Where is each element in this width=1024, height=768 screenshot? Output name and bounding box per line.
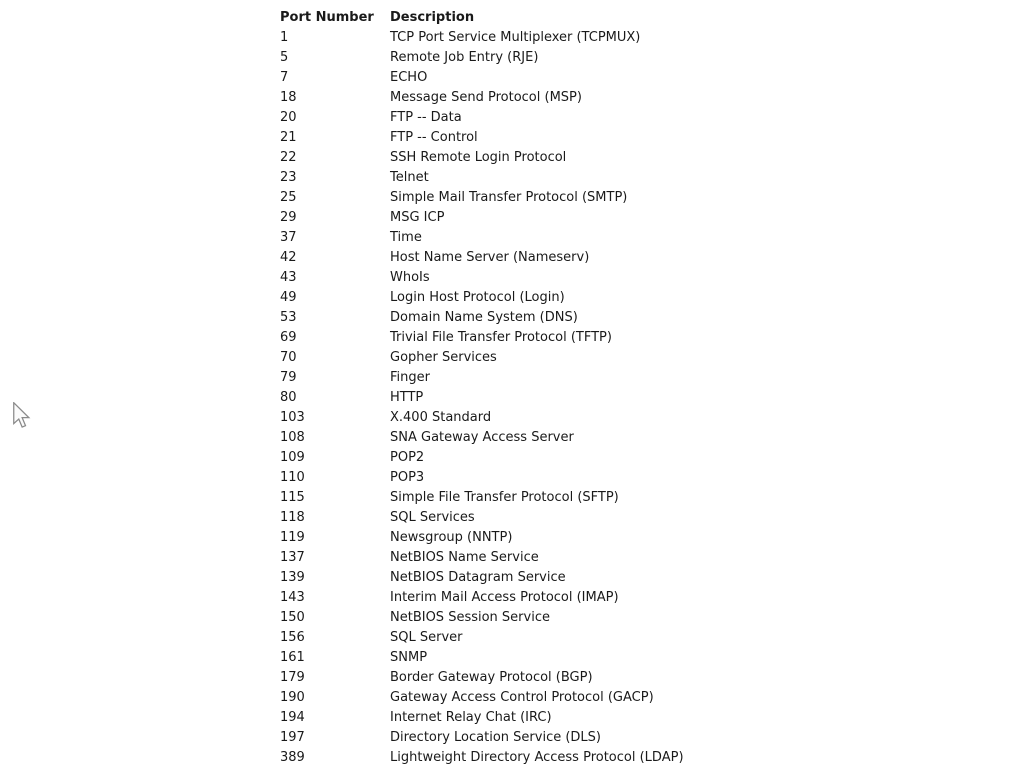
table-row (280, 748, 684, 768)
description-cell: POP2 (390, 450, 425, 465)
port-number-cell: 22 (280, 150, 297, 165)
table-row (280, 408, 684, 428)
port-number-cell: 7 (280, 70, 289, 85)
description-cell: Login Host Protocol (Login) (390, 290, 565, 305)
table-row (280, 188, 684, 208)
description-cell: Gopher Services (390, 350, 497, 365)
port-number-cell: 53 (280, 310, 297, 325)
port-number-cell: 80 (280, 390, 297, 405)
table-row (280, 508, 684, 528)
table-row (280, 48, 684, 68)
table-row (280, 548, 684, 568)
description-cell: Gateway Access Control Protocol (GACP) (390, 690, 654, 705)
table-row (280, 288, 684, 308)
table-row (280, 688, 684, 708)
port-number-cell: 23 (280, 170, 297, 185)
description-cell: Simple File Transfer Protocol (SFTP) (390, 490, 619, 505)
description-cell: Interim Mail Access Protocol (IMAP) (390, 590, 619, 605)
port-number-cell: 197 (280, 730, 305, 745)
description-cell: Directory Location Service (DLS) (390, 730, 601, 745)
description-cell: SSH Remote Login Protocol (390, 150, 567, 165)
table-row (280, 248, 684, 268)
port-number-cell: 42 (280, 250, 297, 265)
description-cell: Internet Relay Chat (IRC) (390, 710, 552, 725)
description-cell: SNMP (390, 650, 428, 665)
port-number-cell: 150 (280, 610, 305, 625)
description-cell: Simple Mail Transfer Protocol (SMTP) (390, 190, 628, 205)
description-cell: NetBIOS Datagram Service (390, 570, 566, 585)
description-cell: SQL Services (390, 510, 475, 525)
description-cell: Newsgroup (NNTP) (390, 530, 513, 545)
port-table-container (280, 8, 684, 768)
table-row (280, 148, 684, 168)
port-number-cell: 118 (280, 510, 305, 525)
description-header: Description (390, 10, 475, 25)
table-row (280, 668, 684, 688)
table-row (280, 448, 684, 468)
table-row (280, 388, 684, 408)
port-number-cell: 119 (280, 530, 305, 545)
description-cell: Remote Job Entry (RJE) (390, 50, 539, 65)
table-row (280, 608, 684, 628)
port-number-cell: 190 (280, 690, 305, 705)
table-header-row (280, 8, 684, 28)
port-number-cell: 143 (280, 590, 305, 605)
mouse-cursor-icon (13, 402, 32, 430)
table-row (280, 368, 684, 388)
table-row (280, 168, 684, 188)
port-number-cell: 161 (280, 650, 305, 665)
table-row (280, 88, 684, 108)
table-row (280, 308, 684, 328)
table-row (280, 728, 684, 748)
description-cell: FTP -- Control (390, 130, 478, 145)
table-row (280, 488, 684, 508)
table-row (280, 468, 684, 488)
description-cell: HTTP (390, 390, 424, 405)
port-number-header: Port Number (280, 10, 374, 25)
description-cell: TCP Port Service Multiplexer (TCPMUX) (390, 30, 641, 45)
description-cell: POP3 (390, 470, 425, 485)
port-number-cell: 49 (280, 290, 297, 305)
port-number-cell: 79 (280, 370, 297, 385)
description-cell: SQL Server (390, 630, 463, 645)
port-number-cell: 18 (280, 90, 297, 105)
port-number-cell: 37 (280, 230, 297, 245)
description-cell: Domain Name System (DNS) (390, 310, 578, 325)
port-number-cell: 103 (280, 410, 305, 425)
port-number-cell: 389 (280, 750, 305, 765)
description-cell: NetBIOS Session Service (390, 610, 550, 625)
description-cell: Lightweight Directory Access Protocol (LDAP) (390, 750, 684, 765)
description-cell: WhoIs (390, 270, 430, 285)
table-row (280, 208, 684, 228)
description-cell: SNA Gateway Access Server (390, 430, 574, 445)
table-row (280, 648, 684, 668)
port-number-cell: 70 (280, 350, 297, 365)
port-number-cell: 69 (280, 330, 297, 345)
description-cell: Finger (390, 370, 430, 385)
table-row (280, 428, 684, 448)
port-number-cell: 115 (280, 490, 305, 505)
port-number-cell: 25 (280, 190, 297, 205)
table-row (280, 228, 684, 248)
table-row (280, 528, 684, 548)
description-cell: X.400 Standard (390, 410, 492, 425)
description-cell: Time (390, 230, 422, 245)
table-row (280, 568, 684, 588)
description-cell: FTP -- Data (390, 110, 462, 125)
table-row (280, 348, 684, 368)
port-number-cell: 43 (280, 270, 297, 285)
description-cell: Trivial File Transfer Protocol (TFTP) (390, 330, 612, 345)
table-row (280, 68, 684, 88)
port-number-cell: 20 (280, 110, 297, 125)
port-number-cell: 29 (280, 210, 297, 225)
port-number-cell: 108 (280, 430, 305, 445)
description-cell: ECHO (390, 70, 428, 85)
table-row (280, 128, 684, 148)
description-cell: Message Send Protocol (MSP) (390, 90, 582, 105)
table-row (280, 708, 684, 728)
table-row (280, 588, 684, 608)
port-number-cell: 156 (280, 630, 305, 645)
port-number-cell: 194 (280, 710, 305, 725)
port-number-cell: 5 (280, 50, 289, 65)
table-row (280, 28, 684, 48)
port-table (280, 8, 684, 768)
description-cell: MSG ICP (390, 210, 445, 225)
table-row (280, 328, 684, 348)
description-cell: NetBIOS Name Service (390, 550, 539, 565)
port-number-cell: 137 (280, 550, 305, 565)
port-number-cell: 1 (280, 30, 289, 45)
table-row (280, 268, 684, 288)
table-row (280, 628, 684, 648)
port-number-cell: 139 (280, 570, 305, 585)
port-number-cell: 110 (280, 470, 305, 485)
description-cell: Border Gateway Protocol (BGP) (390, 670, 593, 685)
port-number-cell: 179 (280, 670, 305, 685)
description-cell: Host Name Server (Nameserv) (390, 250, 590, 265)
port-number-cell: 109 (280, 450, 305, 465)
table-row (280, 108, 684, 128)
description-cell: Telnet (390, 170, 429, 185)
port-number-cell: 21 (280, 130, 297, 145)
